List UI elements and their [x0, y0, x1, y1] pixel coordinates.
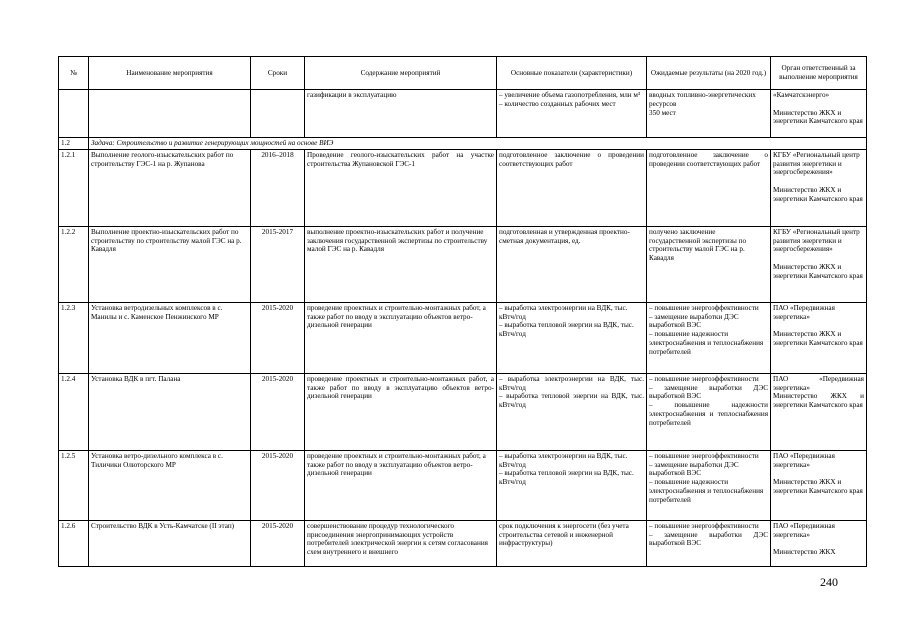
row-name: Выполнение проектно-изыскательских работ по строительству по строительству малой ГЭС на р. Кавадля: [89, 226, 251, 302]
row-num: 1.2.5: [59, 450, 89, 520]
header-results: Ожидаемые результаты (на 2020 год.): [647, 57, 771, 90]
row-content: проведение проектных и строительно-монтажных работ, а также работ по вводу в эксплуатацию объектов ветро-дизельной генерации: [305, 302, 497, 373]
header-content: Содержание мероприятий: [305, 57, 497, 90]
cell-indicators: – увеличение объема газопотребления, млн м³ – количество созданных рабочих мест: [497, 90, 647, 138]
table-row: [59, 149, 867, 226]
cell-name: [89, 90, 251, 138]
row-num: 1.2.3: [59, 302, 89, 373]
header-num: №: [59, 57, 89, 90]
row-results: – повышение энергоэффективности – замещение выработки ДЭС выработкой ВЭС: [647, 520, 771, 566]
cell-term: [251, 90, 305, 138]
row-results: – повышение энергоэффективности – замещение выработки ДЭС выработкой ВЭС – повышение надежности электроснабжения и теплоснабжения потребителей: [647, 373, 771, 450]
row-content: проведение проектных и строительно-монтажных работ, а также работ по вводу в эксплуатацию объектов ветро-дизельной генерации: [305, 450, 497, 520]
row-content: выполнение проектно-изыскательских работ и получение заключения государственной экспертизы по строительству малой ГЭС на р. Кавадля: [305, 226, 497, 302]
section-title: Задача: Строительство и развитие генерирующих мощностей на основе ВИЭ: [89, 138, 867, 150]
section-num: 1.2: [59, 138, 89, 150]
row-num: 1.2.6: [59, 520, 89, 566]
row-name: Выполнение геолого-изыскательских работ по строительству ГЭС-1 на р. Жупанова: [89, 149, 251, 226]
table-row-continuation: [59, 90, 867, 138]
row-indicators: – выработка электроэнергии на ВДК, тыс. кВтч/год – выработка тепловой энергии на ВДК, тыс. кВтч/год: [497, 302, 647, 373]
row-indicators: подготовленная и утвержденная проектно-сметная документация, ед.: [497, 226, 647, 302]
table-header-row: [59, 57, 867, 90]
header-term: Сроки: [251, 57, 305, 90]
table-row: [59, 520, 867, 566]
row-term: 2015-2020: [251, 520, 305, 566]
row-indicators: – выработка электроэнергии на ВДК, тыс. кВтч/год – выработка тепловой энергии на ВДК, тыс. кВтч/год: [497, 450, 647, 520]
row-org: ПАО «Передвижная энергетика» Министерство ЖКХ и энергетики Камчатского края: [771, 450, 867, 520]
header-name: Наименование мероприятия: [89, 57, 251, 90]
row-results: подготовленное заключение о проведении соответствующих работ: [647, 149, 771, 226]
row-org: ПАО «Передвижная энергетика» Министерство ЖКХ и энергетики Камчатского края: [771, 302, 867, 373]
row-term: 2015-2020: [251, 373, 305, 450]
section-row: [59, 138, 867, 150]
row-num: 1.2.2: [59, 226, 89, 302]
table-row: [59, 226, 867, 302]
row-org: КГБУ «Региональный центр развития энергетики и энергосбережения» Министерство ЖКХ и энергетики Камчатского края: [771, 226, 867, 302]
measures-table: [58, 56, 867, 567]
row-term: 2015-2020: [251, 450, 305, 520]
table-row: [59, 450, 867, 520]
table-row: [59, 302, 867, 373]
row-results: – повышение энергоэффективности – замещение выработки ДЭС выработкой ВЭС – повышение надежности электроснабжения и теплоснабжения потребителей: [647, 302, 771, 373]
row-term: 2015-2017: [251, 226, 305, 302]
header-indicators: Основные показатели (характеристики): [497, 57, 647, 90]
row-indicators: подготовленное заключение о проведении соответствующих работ: [497, 149, 647, 226]
row-org: ПАО «Передвижная энергетика» Министерство ЖКХ и энергетики Камчатского края: [771, 373, 867, 450]
cell-results: вводных топливно-энергетических ресурсов 350 мест: [647, 90, 771, 138]
row-org: ПАО «Передвижная энергетика» Министерство ЖКХ: [771, 520, 867, 566]
row-org: КГБУ «Региональный центр развития энергетики и энергосбережения» Министерство ЖКХ и энергетики Камчатского края: [771, 149, 867, 226]
cell-org: «Камчатскэнерго» Министерство ЖКХ и энергетики Камчатского края: [771, 90, 867, 138]
row-name: Строительство ВДК в Усть-Камчатске (II этап): [89, 520, 251, 566]
row-term: 2016–2018: [251, 149, 305, 226]
header-org: Орган ответственный за выполнение мероприятия: [771, 57, 867, 90]
row-indicators: – выработка электроэнергии на ВДК, тыс. кВтч/год – выработка тепловой энергии на ВДК, тыс. кВтч/год: [497, 373, 647, 450]
row-indicators: срок подключения к энергосети (без учета строительства сетевой и инженерной инфраструктуры): [497, 520, 647, 566]
row-name: Установка ВДК в пгт. Палана: [89, 373, 251, 450]
row-results: получено заключение государственной экспертизы по строительству малой ГЭС на р. Кавадля: [647, 226, 771, 302]
cell-num: [59, 90, 89, 138]
row-content: совершенствование процедур технологического присоединения энергопринимающих устройств потребителей электрической энергии к сетям согласования схем внутреннего и внешнего: [305, 520, 497, 566]
row-content: проведение проектных и строительно-монтажных работ, а также работ по вводу в эксплуатацию объектов ветро-дизельной генерации: [305, 373, 497, 450]
row-name: Установка ветро-дизельного комплекса в с. Тиличики Олюторского МР: [89, 450, 251, 520]
row-term: 2015-2020: [251, 302, 305, 373]
row-results: – повышение энергоэффективности – замещение выработки ДЭС выработкой ВЭС – повышение надежности электроснабжения и теплоснабжения потребителей: [647, 450, 771, 520]
page-number: 240: [820, 575, 838, 589]
table-row: [59, 373, 867, 450]
row-name: Установка ветродизельных комплексов в с. Манилы и с. Каменское Пенжинского МР: [89, 302, 251, 373]
row-num: 1.2.4: [59, 373, 89, 450]
cell-content: газификации в эксплуатацию: [305, 90, 497, 138]
row-content: Проведение геолого-изыскательских работ на участке строительства Жупановской ГЭС-1: [305, 149, 497, 226]
row-num: 1.2.1: [59, 149, 89, 226]
